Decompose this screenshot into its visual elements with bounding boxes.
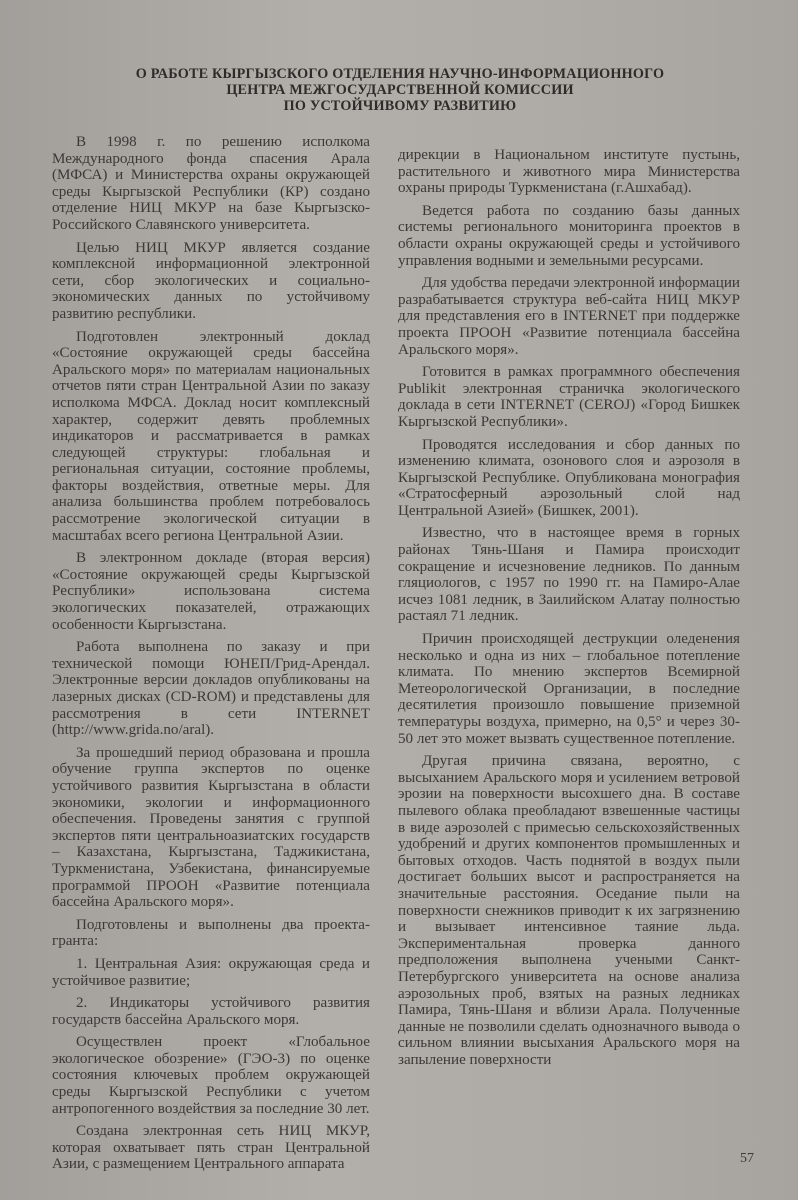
paragraph: Готовится в рамках программного обеспечения Publikit электронная страничка экологического доклада в сети INTERNET (CEROJ) «Город Бишкек Кыргызской Республики».: [398, 364, 740, 430]
paragraph: Осуществлен проект «Глобальное экологическое обозрение» (ГЭО-3) по оценке состояния ключевых проблем окружающей среды Кыргызской Республики с учетом антропогенного воздействия за последние 30 лет.: [52, 1034, 370, 1117]
page-number: 57: [740, 1151, 754, 1166]
article-title: [60, 66, 740, 114]
paragraph: Подготовлены и выполнены два проекта-гранта:: [52, 916, 370, 950]
paragraph: Причин происходящей деструкции оледенения несколько и одна из них – глобальное потепление климата. По мнению экспертов Всемирной Метеорологической Организации, в последние десятилетия произошло повышение приземной температуры воздуха, примерно, на 0,5° и через 30-50 лет это может вызвать существенное потепление.: [398, 631, 740, 747]
title-line-1: О РАБОТЕ КЫРГЫЗСКОГО ОТДЕЛЕНИЯ НАУЧНО-ИНФОРМАЦИОННОГО: [135, 66, 665, 82]
paragraph: Создана электронная сеть НИЦ МКУР, которая охватывает пять стран Центральной Азии, с размещением Центрального аппарата: [52, 1123, 370, 1173]
paragraph: Работа выполнена по заказу и при технической помощи ЮНЕП/Грид-Арендал. Электронные версии докладов опубликованы на лазерных дисках (CD-ROM) и представлены для рассмотрения в сети INTERNET (http://www.grida.no/aral).: [52, 639, 370, 739]
title-line-2: ЦЕНТРА МЕЖГОСУДАРСТВЕННОЙ КОМИССИИ: [226, 82, 574, 98]
left-text-column: [52, 134, 370, 1179]
list-item: 2. Индикаторы устойчивого развития государств бассейна Аральского моря.: [52, 995, 370, 1028]
paragraph: Ведется работа по созданию базы данных системы регионального мониторинга проектов в области охраны окружающей среды и устойчивого управления водными и земельными ресурсами.: [398, 202, 740, 269]
title-line-3: ПО УСТОЙЧИВОМУ РАЗВИТИЮ: [283, 98, 517, 114]
paragraph-continuation: дирекции в Национальном институте пустынь, растительного и животного мира Министерства охраны природы Туркменистана (г.Ашхабад).: [398, 147, 740, 197]
paragraph: В 1998 г. по решению исполкома Международного фонда спасения Арала (МФСА) и Министерства охраны окружающей среды Кыргызской Республики (КР) создано отделение НИЦ МКУР на базе Кыргызско-Российского Славянского университета.: [52, 134, 370, 233]
paragraph: Для удобства передачи электронной информации разрабатывается структура веб-сайта НИЦ МКУР для представления его в INTERNET при поддержке проекта ПРООН «Развитие потенциала бассейна Аральского моря».: [398, 275, 740, 358]
right-text-column: [398, 147, 740, 1074]
list-item: 1. Центральная Азия: окружающая среда и устойчивое развитие;: [52, 955, 370, 989]
paragraph: Целью НИЦ МКУР является создание комплексной информационной электронной сети, сбор экологических и социально-экономических данных по устойчивому развитию республики.: [52, 239, 370, 322]
paragraph: Другая причина связана, вероятно, с высыханием Аральского моря и усилением ветровой эрозии на поверхности высохшего дна. В составе пылевого облака преобладают взвешенные частицы в виде аэрозолей с примесью сельскохозяйственных удобрений и других компонентов промышленных и бытовых отходов. Часть поднятой в воздух пыли достигает больших высот и распространяется на значительные расстояния. Оседание пыли на поверхности снежников приводит к их загрязнению и вызывает интенсивное таяние льда. Экспериментальная проверка данного предположения выполнена учеными Санкт-Петербургского университета на основе анализа аэрозольных проб, взятых на разных ледниках Памира, Тянь-Шаня и вблизи Арала. Полученные данные не позволили сделать однозначного вывода о сильном влиянии высыхания Аральского моря на запыление поверхности: [398, 753, 740, 1068]
paragraph: В электронном докладе (вторая версия) «Состояние окружающей среды Кыргызской Республики» использована система экологических показателей, отражающих особенности Кыргызстана.: [52, 550, 370, 633]
paragraph: Известно, что в настоящее время в горных районах Тянь-Шаня и Памира происходит сокращение и исчезновение ледников. По данным гляциологов, с 1957 по 1990 гг. на Памиро-Алае исчез 1081 ледник, в Заилийском Алатау полностью растаял 71 ледник.: [398, 525, 740, 625]
paragraph: Проводятся исследования и сбор данных по изменению климата, озонового слоя и аэрозоля в Кыргызской Республике. Опубликована монография «Стратосферный аэрозольный слой над Центральной Азией» (Бишкек, 2001).: [398, 436, 740, 519]
paragraph: За прошедший период образована и прошла обучение группа экспертов по оценке устойчивого развития Кыргызстана в области экономики, экологии и информационного обеспечения. Проведены занятия с группой экспертов пяти центральноазиатских государств – Казахстана, Кыргызстана, Таджикистана, Туркменистана, Узбекистана, финансируемые программой ПРООН «Развитие потенциала бассейна Аральского моря».: [52, 744, 370, 911]
paragraph: Подготовлен электронный доклад «Состояние окружающей среды бассейна Аральского моря» по материалам национальных отчетов пяти стран Центральной Азии по заказу исполкома МФСА. Доклад носит комплексный характер, содержит девять проблемных индикаторов и рассматривается в рамках следующей структуры: глобальная и региональная ситуации, состояние проблемы, факторы воздействия, ответные меры. Для анализа большинства проблем потребовалось рассмотрение экологической ситуации в масштабах всего региона Центральной Азии.: [52, 328, 370, 544]
